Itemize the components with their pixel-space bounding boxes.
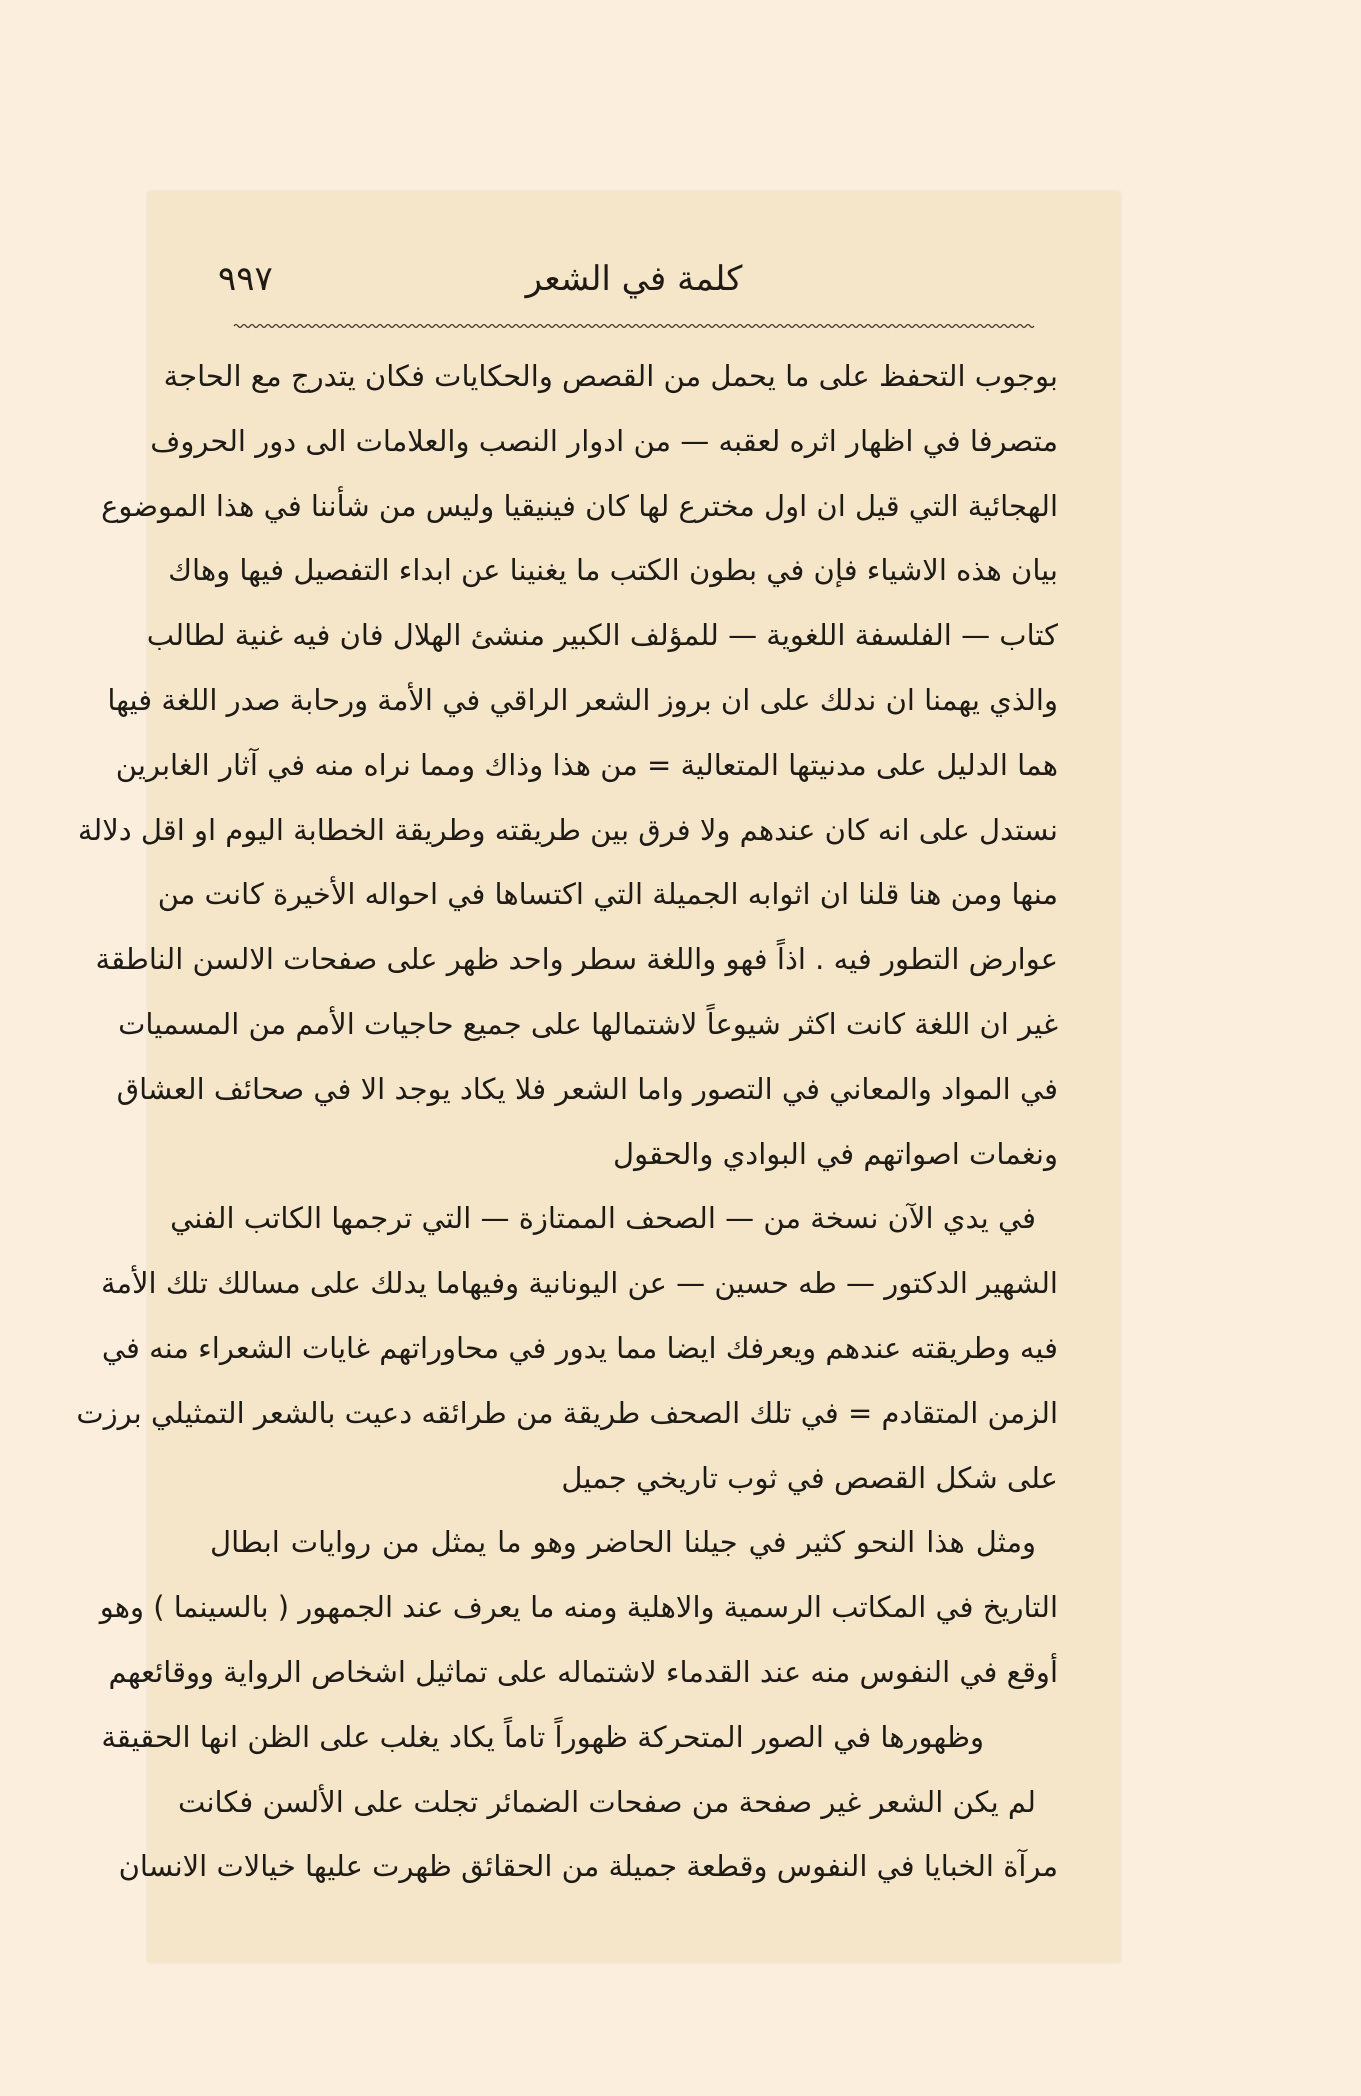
- text-line: والذي يهمنا ان ندلك على ان بروز الشعر الراقي في الأمة ورحابة صدر اللغة فيها: [107, 682, 1058, 717]
- text-line: فيه وطريقته عندهم ويعرفك ايضا مما يدور في محاوراتهم غايات الشعراء منه في: [101, 1330, 1058, 1365]
- wavy-divider: [234, 322, 1034, 330]
- text-line: بيان هذه الاشياء فإن في بطون الكتب ما يغنينا عن ابداء التفصيل فيها وهاك: [168, 553, 1058, 588]
- text-line: الزمن المتقادم = في تلك الصحف طريقة من طرائقه دعيت بالشعر التمثيلي برزت: [76, 1395, 1058, 1430]
- text-line: الشهير الدكتور — طه حسين — عن اليونانية وفيهاما يدلك على مسالك تلك الأمة: [100, 1266, 1058, 1301]
- text-line: لم يكن الشعر غير صفحة من صفحات الضمائر تجلت على الألسن فكانت: [178, 1784, 1036, 1819]
- text-line: وظهورها في الصور المتحركة ظهوراً تاماً يكاد يغلب على الظن انها الحقيقة: [101, 1719, 984, 1754]
- text-line: غير ان اللغة كانت اكثر شيوعاً لاشتمالها على جميع حاجيات الأمم من المسميات: [118, 1006, 1058, 1041]
- page-number: ٩٩٧: [218, 259, 273, 299]
- text-line: في المواد والمعاني في التصور واما الشعر فلا يكاد يوجد الا في صحائف العشاق: [116, 1071, 1058, 1106]
- text-line: كتاب — الفلسفة اللغوية — للمؤلف الكبير منشئ الهلال فان فيه غنية لطالب: [146, 618, 1058, 653]
- text-line: التاريخ في المكاتب الرسمية والاهلية ومنه ما يعرف عند الجمهور ( بالسينما ) وهو: [99, 1590, 1058, 1625]
- text-line: بوجوب التحفظ على ما يحمل من القصص والحكايات فكان يتدرج مع الحاجة: [163, 359, 1058, 393]
- text-line: عوارض التطور فيه . اذاً فهو واللغة سطر واحد ظهر على صفحات الالسن الناطقة: [95, 942, 1058, 977]
- body-text: [76, 344, 1058, 1899]
- text-line: متصرفا في اظهار اثره لعقبه — من ادوار النصب والعلامات الى دور الحروف: [150, 423, 1058, 458]
- wavy-divider-line: [234, 322, 1034, 330]
- text-line: في يدي الآن نسخة من — الصحف الممتازة — التي ترجمها الكاتب الفني: [170, 1201, 1036, 1236]
- text-line: نستدل على انه كان عندهم ولا فرق بين طريقته وطريقة الخطابة اليوم او اقل دلالة: [77, 812, 1058, 847]
- text-line: الهجائية التي قيل ان اول مخترع لها كان فينيقيا وليس من شأننا في هذا الموضوع: [101, 488, 1058, 523]
- text-line: ومثل هذا النحو كثير في جيلنا الحاضر وهو ما يمثل من روايات ابطال: [210, 1525, 1036, 1560]
- text-line: منها ومن هنا قلنا ان اثوابه الجميلة التي اكتساها في احواله الأخيرة كانت من: [157, 877, 1058, 912]
- text-line: ونغمات اصواتهم في البوادي والحقول: [613, 1136, 1058, 1171]
- text-line: أوقع في النفوس منه عند القدماء لاشتماله على تماثيل اشخاص الرواية ووقائعهم: [108, 1654, 1058, 1689]
- text-line: هما الدليل على مدنيتها المتعالية = من هذا وذاك ومما نراه منه في آثار الغابرين: [115, 747, 1058, 782]
- book-page: [76, 192, 1120, 1962]
- page-header: [218, 254, 1050, 304]
- text-line: على شكل القصص في ثوب تاريخي جميل: [561, 1460, 1058, 1495]
- text-line: مرآة الخبايا في النفوس وقطعة جميلة من الحقائق ظهرت عليها خيالات الانسان: [118, 1849, 1058, 1884]
- running-title: كلمة في الشعر: [525, 259, 743, 299]
